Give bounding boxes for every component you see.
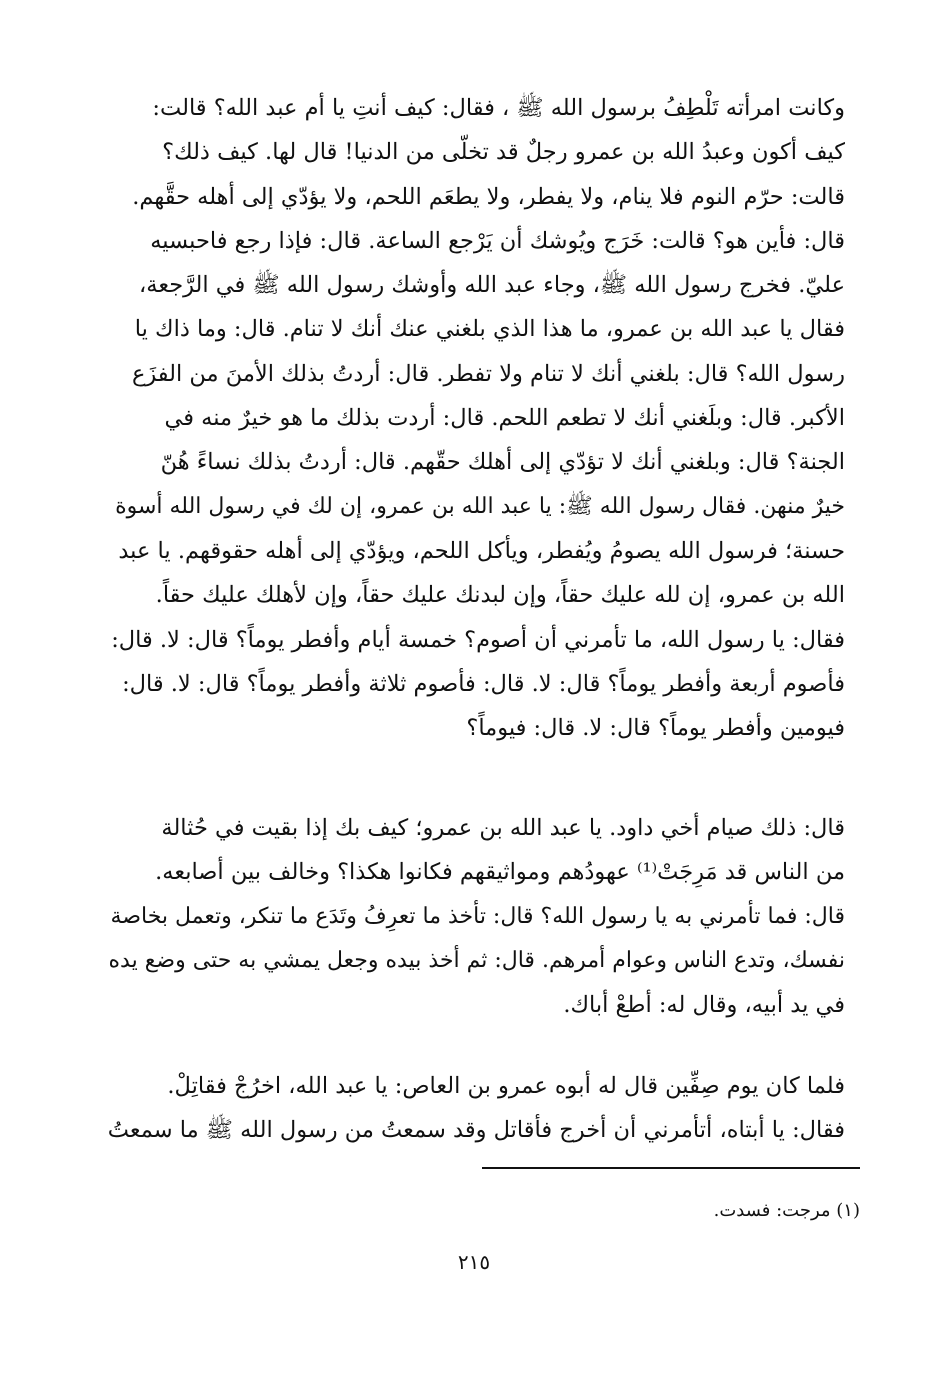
text-line: فيومين وأفطر يوماً؟ قال: لا. قال: فيوماً؟ bbox=[466, 715, 845, 742]
text-line: فلما كان يوم صِفِّين قال له أبوه عمرو بن العاص: يا عبد الله، اخرُجْ فقاتِلْ. bbox=[167, 1073, 845, 1099]
text-line: رسول الله؟ قال: بلغني أنك لا تنام ولا تفطر. قال: أردتُ بذلك الأمنَ من الفزَع bbox=[131, 360, 845, 387]
text-line: من الناس قد مَرِجَتْ⁽¹⁾ عهودُهم ومواثيقهم فكانوا هكذا؟ وخالف بين أصابعه. bbox=[155, 859, 845, 886]
paragraph-1 bbox=[100, 86, 845, 750]
text-line: الله بن عمرو، إن لله عليك حقاً، وإن لبدنك عليك حقاً، وإن لأهلك عليك حقاً. bbox=[155, 582, 845, 609]
text-line: وكانت امرأته تَلْطِفُ برسول الله ﷺ ، فقال: كيف أنتِ يا أم عبد الله؟ قالت: bbox=[152, 95, 845, 121]
text-line: الأكبر. قال: وبلَغني أنك لا تطعم اللحم. قال: أردت بذلك ما هو خيرٌ منه في bbox=[164, 405, 845, 432]
page-number: ٢١٥ bbox=[457, 1250, 491, 1274]
text-line: خيرٌ منهن. فقال رسول الله ﷺ: يا عبد الله بن عمرو، إن لك في رسول الله أسوة bbox=[115, 493, 845, 519]
paragraph-3 bbox=[100, 1064, 845, 1153]
text-line: قالت: حرّم النوم فلا ينام، ولا يفطر، ولا يطعَم اللحم، ولا يؤدّي إلى أهله حقَّهم. bbox=[132, 183, 845, 210]
footnote-separator bbox=[482, 1167, 860, 1169]
text-line: كيف أكون وعبدُ الله بن عمرو رجلٌ قد تخلّى من الدنيا! قال لها. كيف ذلك؟ bbox=[162, 139, 845, 166]
text-line: فأصوم أربعة وأفطر يوماً؟ قال: لا. قال: فأصوم ثلاثة وأفطر يوماً؟ قال: لا. قال: bbox=[122, 670, 845, 697]
text-line: فقال: يا رسول الله، ما تأمرني أن أصوم؟ خمسة أيام وأفطر يوماً؟ قال: لا. قال: bbox=[111, 626, 845, 653]
text-line: قال: ذلك صيام أخي داود. يا عبد الله بن عمرو؛ كيف بك إذا بقيت في حُثالة bbox=[161, 815, 845, 841]
text-line: حسنة؛ فرسول الله يصومُ ويُفطر، ويأكل اللحم، ويؤدّي إلى أهله حقوقهم. يا عبد bbox=[118, 537, 845, 564]
text-line: قال: فما تأمرني به يا رسول الله؟ قال: تأخذ ما تعرِفُ وتَدَع ما تنكر، وتعمل بخاصة bbox=[110, 903, 845, 929]
text-line: فقال: يا أبتاه، أتأمرني أن أخرج فأقاتل وقد سمعتُ من رسول الله ﷺ ما سمعتُ bbox=[107, 1117, 845, 1144]
text-line: عليّ. فخرج رسول الله ﷺ، وجاء عبد الله وأوشك رسول الله ﷺ في الرَّجعة، bbox=[139, 272, 845, 299]
paragraph-2 bbox=[100, 806, 845, 1027]
text-line: الجنة؟ قال: وبلغني أنك لا تؤدّي إلى أهلك حقّهم. قال: أردتُ بذلك نساءً هُنّ bbox=[160, 449, 845, 476]
text-line: قال: فأين هو؟ قالت: خَرَج ويُوشك أن يَرْجع الساعة. قال: فإذا رجع فاحبسيه bbox=[150, 227, 845, 254]
text-line: نفسك، وتدع الناس وعوام أمرهم. قال: ثم أخذ بيده وجعل يمشي به حتى وضع يده bbox=[108, 947, 845, 973]
footnote: (١) مرجت: فسدت. bbox=[713, 1200, 860, 1221]
text-line: في يد أبيه، وقال له: أطعْ أباك. bbox=[563, 992, 845, 1019]
text-line: فقال يا عبد الله بن عمرو، ما هذا الذي بلغني عنك أنك لا تنام. قال: وما ذاك يا bbox=[134, 316, 845, 343]
